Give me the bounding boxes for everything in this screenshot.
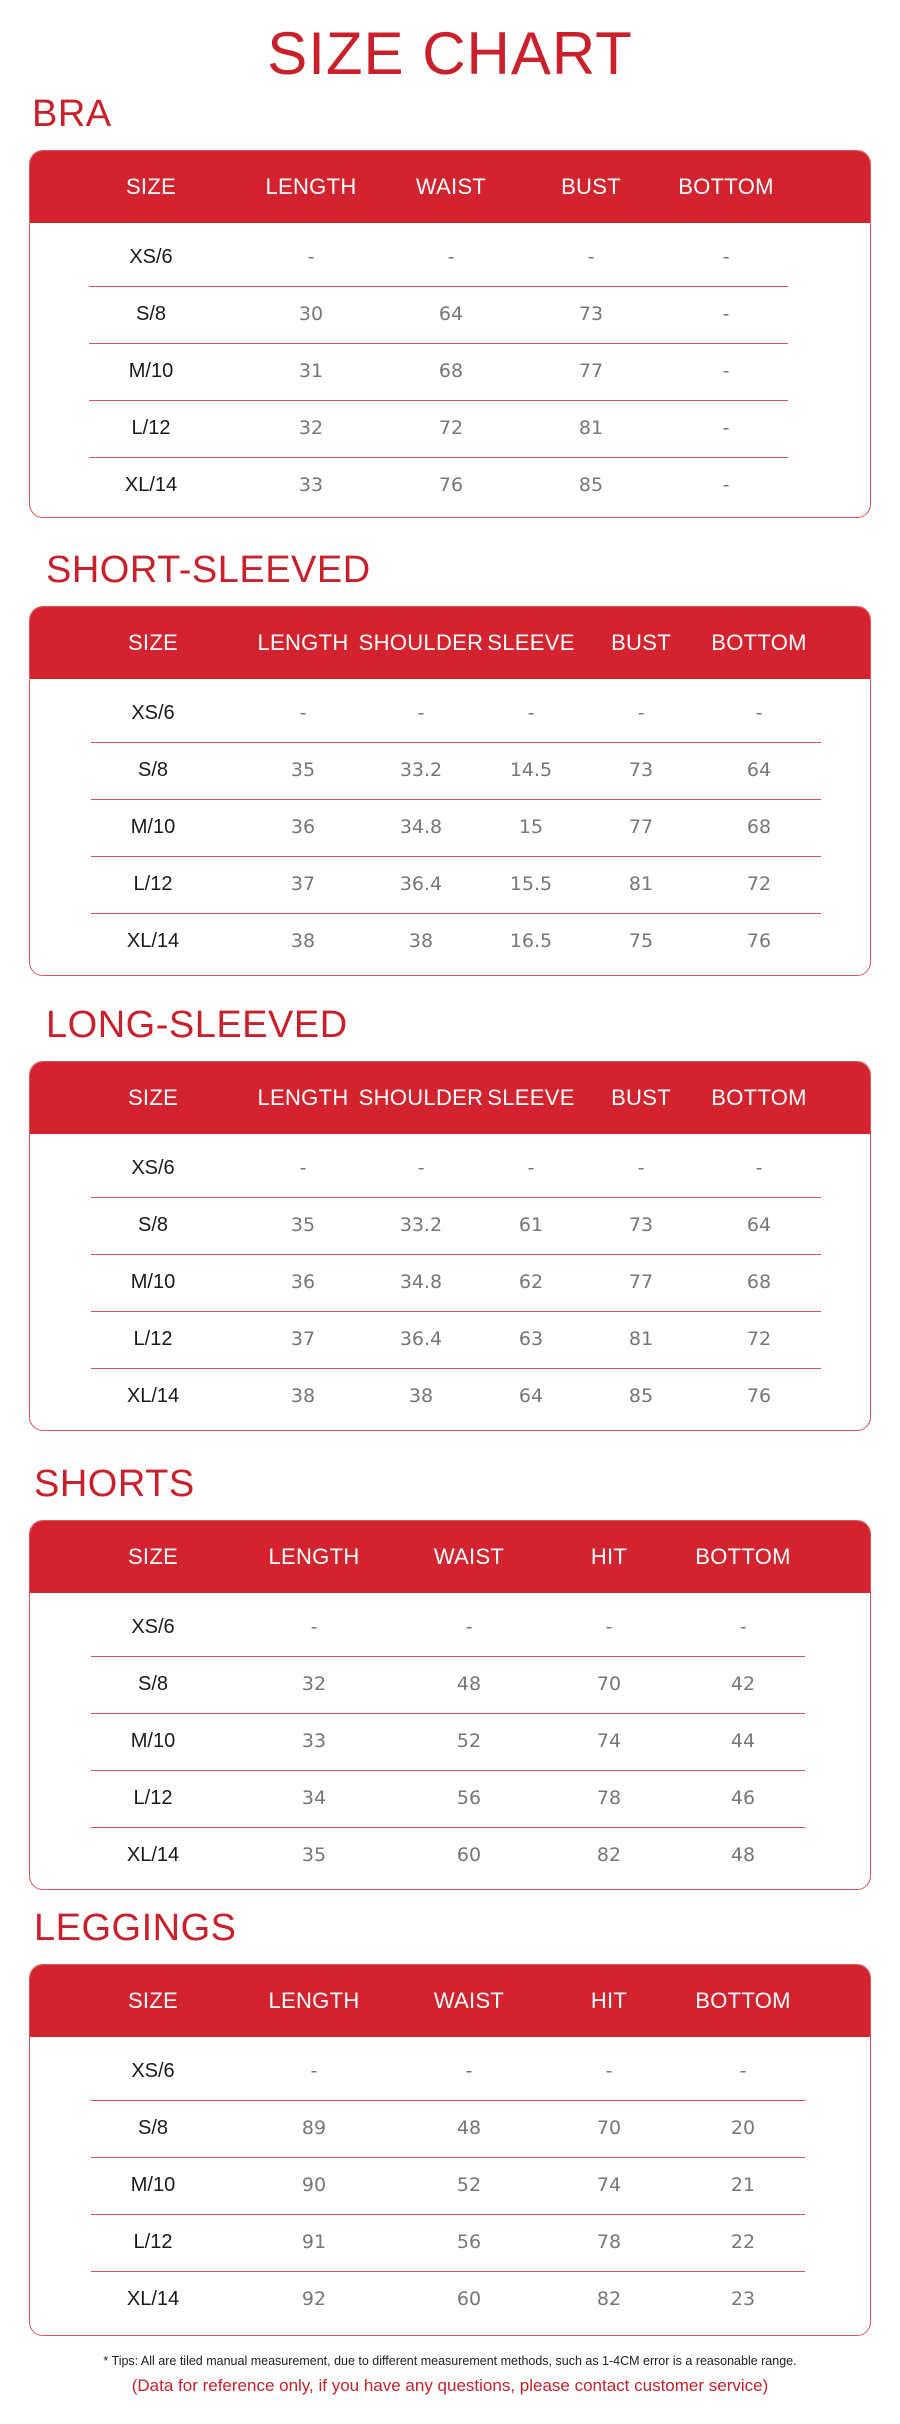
measurement-value: 36.4 xyxy=(399,1328,443,1350)
column-header: SLEEVE xyxy=(487,1085,575,1110)
size-label: S/8 xyxy=(137,2117,169,2139)
measurement-value: 64 xyxy=(746,759,772,781)
size-label: M/10 xyxy=(128,360,174,382)
table-row xyxy=(30,1254,870,1311)
measurement-value: - xyxy=(755,1157,763,1179)
table-header xyxy=(30,1062,870,1134)
page-title: SIZE CHART xyxy=(267,20,633,87)
table-row xyxy=(30,913,870,970)
measurement-value: - xyxy=(587,246,595,268)
column-header: LENGTH xyxy=(268,1544,360,1569)
measurement-value: 31 xyxy=(298,360,324,382)
measurement-value: 34.8 xyxy=(399,1271,443,1293)
measurement-value: - xyxy=(637,1157,645,1179)
measurement-value: - xyxy=(722,474,730,496)
size-table xyxy=(29,150,871,518)
measurement-value: 48 xyxy=(456,2117,482,2139)
measurement-value: 32 xyxy=(298,417,324,439)
measurement-value: 64 xyxy=(518,1385,544,1407)
measurement-value: 64 xyxy=(438,303,464,325)
table-row xyxy=(30,229,870,286)
table-row xyxy=(30,1140,870,1197)
measurement-value: - xyxy=(637,702,645,724)
column-header: SIZE xyxy=(127,1085,179,1110)
measurement-value: 73 xyxy=(628,759,654,781)
size-label: S/8 xyxy=(137,1214,169,1236)
size-label: L/12 xyxy=(131,417,171,439)
measurement-value: 34.8 xyxy=(399,816,443,838)
size-label: XL/14 xyxy=(126,2288,180,2310)
size-label: M/10 xyxy=(130,1730,176,1752)
measurement-value: 63 xyxy=(518,1328,544,1350)
size-label: XS/6 xyxy=(131,702,175,724)
measurement-value: 34 xyxy=(301,1787,327,1809)
measurement-value: 35 xyxy=(301,1844,327,1866)
measurement-value: - xyxy=(310,1616,318,1638)
size-label: M/10 xyxy=(130,1271,176,1293)
table-row xyxy=(30,1713,870,1770)
table-row xyxy=(30,2043,870,2100)
table-row xyxy=(30,343,870,400)
measurement-tip: * Tips: All are tiled manual measurement, due to different measurement methods, such as 1-4CM error is a reasonable range. xyxy=(103,2354,797,2368)
size-label: XS/6 xyxy=(131,1616,175,1638)
table-row xyxy=(30,799,870,856)
table-row xyxy=(30,1656,870,1713)
measurement-value: 64 xyxy=(746,1214,772,1236)
measurement-value: 52 xyxy=(456,1730,482,1752)
column-header: HIT xyxy=(590,1988,628,2013)
measurement-value: - xyxy=(307,246,315,268)
column-header: SIZE xyxy=(127,1988,179,2013)
measurement-value: - xyxy=(465,1616,473,1638)
measurement-value: 30 xyxy=(298,303,324,325)
measurement-value: 37 xyxy=(290,1328,316,1350)
measurement-value: 85 xyxy=(578,474,604,496)
measurement-value: 38 xyxy=(408,1385,434,1407)
column-header: SHOULDER xyxy=(358,630,484,655)
column-header: BUST xyxy=(611,1085,671,1110)
measurement-value: 37 xyxy=(290,873,316,895)
measurement-value: 82 xyxy=(596,2288,622,2310)
measurement-value: 77 xyxy=(628,816,654,838)
table-header xyxy=(30,1521,870,1593)
table-row xyxy=(30,856,870,913)
measurement-value: 61 xyxy=(518,1214,544,1236)
section-title: SHORT-SLEEVED xyxy=(46,549,371,591)
measurement-value: 33 xyxy=(301,1730,327,1752)
column-header: SIZE xyxy=(127,1544,179,1569)
column-header: BOTTOM xyxy=(711,630,807,655)
column-header: LENGTH xyxy=(257,1085,349,1110)
table-row xyxy=(30,1827,870,1884)
measurement-value: 16.5 xyxy=(509,930,553,952)
column-header: BOTTOM xyxy=(695,1988,791,2013)
table-row xyxy=(30,2214,870,2271)
measurement-value: 62 xyxy=(518,1271,544,1293)
measurement-value: 73 xyxy=(578,303,604,325)
size-label: M/10 xyxy=(130,2174,176,2196)
measurement-value: 36 xyxy=(290,816,316,838)
section-title: LEGGINGS xyxy=(34,1907,237,1949)
measurement-value: 77 xyxy=(578,360,604,382)
measurement-value: 91 xyxy=(301,2231,327,2253)
measurement-value: 35 xyxy=(290,759,316,781)
measurement-value: 20 xyxy=(730,2117,756,2139)
size-table xyxy=(29,1964,871,2336)
measurement-value: - xyxy=(417,702,425,724)
measurement-value: 56 xyxy=(456,1787,482,1809)
measurement-value: 38 xyxy=(408,930,434,952)
measurement-value: 72 xyxy=(746,873,772,895)
size-label: M/10 xyxy=(130,816,176,838)
measurement-value: - xyxy=(722,303,730,325)
measurement-value: 92 xyxy=(301,2288,327,2310)
measurement-value: 48 xyxy=(456,1673,482,1695)
size-label: L/12 xyxy=(133,1328,173,1350)
measurement-value: 36 xyxy=(290,1271,316,1293)
measurement-value: 15 xyxy=(518,816,544,838)
size-table xyxy=(29,1061,871,1431)
measurement-value: 38 xyxy=(290,1385,316,1407)
measurement-value: 52 xyxy=(456,2174,482,2196)
measurement-value: 48 xyxy=(730,1844,756,1866)
measurement-value: 78 xyxy=(596,1787,622,1809)
measurement-value: - xyxy=(417,1157,425,1179)
table-row xyxy=(30,1368,870,1425)
table-row xyxy=(30,1770,870,1827)
measurement-value: - xyxy=(299,1157,307,1179)
measurement-value: 90 xyxy=(301,2174,327,2196)
table-row xyxy=(30,400,870,457)
column-header: WAIST xyxy=(433,1988,505,2013)
measurement-value: 33.2 xyxy=(399,759,443,781)
measurement-value: 21 xyxy=(730,2174,756,2196)
table-row xyxy=(30,742,870,799)
size-label: XS/6 xyxy=(131,2060,175,2082)
measurement-value: - xyxy=(310,2060,318,2082)
measurement-value: 68 xyxy=(746,816,772,838)
measurement-value: - xyxy=(527,702,535,724)
measurement-value: 81 xyxy=(628,873,654,895)
measurement-value: 15.5 xyxy=(509,873,553,895)
table-row xyxy=(30,286,870,343)
measurement-value: 85 xyxy=(628,1385,654,1407)
size-table xyxy=(29,1520,871,1890)
size-label: XS/6 xyxy=(131,1157,175,1179)
size-label: L/12 xyxy=(133,873,173,895)
measurement-value: - xyxy=(722,360,730,382)
measurement-value: 72 xyxy=(746,1328,772,1350)
size-label: XL/14 xyxy=(126,930,180,952)
column-header: SLEEVE xyxy=(487,630,575,655)
measurement-value: 56 xyxy=(456,2231,482,2253)
size-label: S/8 xyxy=(135,303,167,325)
measurement-value: - xyxy=(605,2060,613,2082)
table-row xyxy=(30,457,870,514)
measurement-value: - xyxy=(299,702,307,724)
table-row xyxy=(30,2100,870,2157)
size-label: L/12 xyxy=(133,2231,173,2253)
column-header: BOTTOM xyxy=(695,1544,791,1569)
measurement-value: 68 xyxy=(438,360,464,382)
column-header: SIZE xyxy=(127,630,179,655)
measurement-value: 73 xyxy=(628,1214,654,1236)
table-header xyxy=(30,607,870,679)
measurement-value: - xyxy=(722,246,730,268)
column-header: BUST xyxy=(561,174,621,199)
size-label: XL/14 xyxy=(126,1844,180,1866)
section-title: LONG-SLEEVED xyxy=(46,1004,348,1046)
size-section xyxy=(0,92,900,518)
measurement-value: 22 xyxy=(730,2231,756,2253)
measurement-value: 70 xyxy=(596,1673,622,1695)
table-row xyxy=(30,1599,870,1656)
measurement-value: 81 xyxy=(628,1328,654,1350)
column-header: LENGTH xyxy=(268,1988,360,2013)
size-section xyxy=(0,548,900,976)
table-row xyxy=(30,685,870,742)
measurement-value: - xyxy=(447,246,455,268)
measurement-value: 76 xyxy=(438,474,464,496)
table-row xyxy=(30,1197,870,1254)
column-header: BUST xyxy=(611,630,671,655)
measurement-value: 72 xyxy=(438,417,464,439)
column-header: BOTTOM xyxy=(678,174,774,199)
measurement-value: 60 xyxy=(456,1844,482,1866)
measurement-value: - xyxy=(465,2060,473,2082)
size-label: XS/6 xyxy=(129,246,173,268)
column-header: BOTTOM xyxy=(711,1085,807,1110)
size-label: S/8 xyxy=(137,1673,169,1695)
measurement-value: 89 xyxy=(301,2117,327,2139)
measurement-value: 77 xyxy=(628,1271,654,1293)
measurement-value: 14.5 xyxy=(509,759,553,781)
measurement-value: 38 xyxy=(290,930,316,952)
measurement-value: 32 xyxy=(301,1673,327,1695)
measurement-value: 76 xyxy=(746,930,772,952)
section-title: SHORTS xyxy=(34,1463,195,1505)
measurement-value: 46 xyxy=(730,1787,756,1809)
size-table xyxy=(29,606,871,976)
measurement-value: 35 xyxy=(290,1214,316,1236)
measurement-value: 78 xyxy=(596,2231,622,2253)
reference-note: (Data for reference only, if you have any questions, please contact customer service) xyxy=(131,2376,769,2395)
table-row xyxy=(30,1311,870,1368)
measurement-value: 23 xyxy=(730,2288,756,2310)
measurement-value: 81 xyxy=(578,417,604,439)
measurement-value: - xyxy=(755,702,763,724)
column-header: HIT xyxy=(590,1544,628,1569)
column-header: WAIST xyxy=(415,174,487,199)
measurement-value: 70 xyxy=(596,2117,622,2139)
measurement-value: - xyxy=(739,1616,747,1638)
measurement-value: 33.2 xyxy=(399,1214,443,1236)
measurement-value: 75 xyxy=(628,930,654,952)
size-section xyxy=(0,1906,900,2336)
measurement-value: 74 xyxy=(596,2174,622,2196)
size-label: XL/14 xyxy=(126,1385,180,1407)
column-header: SIZE xyxy=(125,174,177,199)
measurement-value: 60 xyxy=(456,2288,482,2310)
size-label: L/12 xyxy=(133,1787,173,1809)
column-header: WAIST xyxy=(433,1544,505,1569)
table-row xyxy=(30,2271,870,2328)
measurement-value: - xyxy=(527,1157,535,1179)
column-header: SHOULDER xyxy=(358,1085,484,1110)
size-label: S/8 xyxy=(137,759,169,781)
column-header: LENGTH xyxy=(265,174,357,199)
measurement-value: 44 xyxy=(730,1730,756,1752)
measurement-value: 33 xyxy=(298,474,324,496)
measurement-value: 36.4 xyxy=(399,873,443,895)
size-section xyxy=(0,1003,900,1431)
size-section xyxy=(0,1462,900,1890)
section-title: BRA xyxy=(32,93,112,135)
measurement-value: 76 xyxy=(746,1385,772,1407)
table-header xyxy=(30,151,870,223)
measurement-value: 68 xyxy=(746,1271,772,1293)
size-label: XL/14 xyxy=(124,474,178,496)
table-row xyxy=(30,2157,870,2214)
measurement-value: - xyxy=(722,417,730,439)
measurement-value: 82 xyxy=(596,1844,622,1866)
measurement-value: 42 xyxy=(730,1673,756,1695)
measurement-value: - xyxy=(739,2060,747,2082)
measurement-value: 74 xyxy=(596,1730,622,1752)
table-header xyxy=(30,1965,870,2037)
column-header: LENGTH xyxy=(257,630,349,655)
measurement-value: - xyxy=(605,1616,613,1638)
